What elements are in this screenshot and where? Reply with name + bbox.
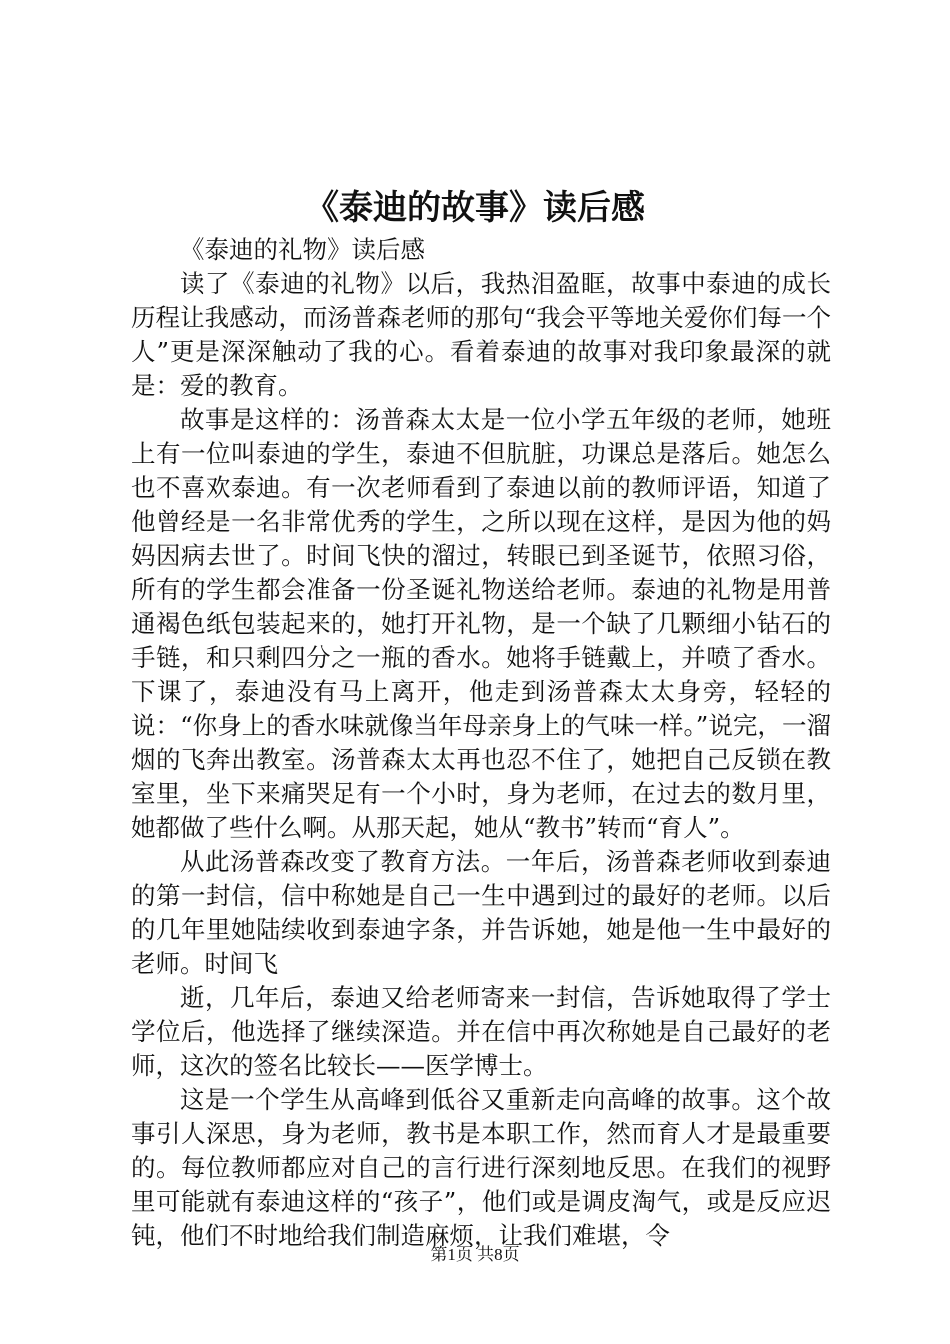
- paragraph: 逝，几年后，泰迪又给老师寄来一封信，告诉她取得了学士学位后，他选择了继续深造。并在信中再次称她是自己最好的老师，这次的签名比较长——医学博士。: [131, 983, 831, 1080]
- paragraph: 读了《泰迪的礼物》以后，我热泪盈眶，故事中泰迪的成长历程让我感动，而汤普森老师的那句“我会平等地关爱你们每一个人”更是深深触动了我的心。看着泰迪的故事对我印象最深的就是：爱的教育。: [131, 269, 831, 400]
- paragraph: 从此汤普森改变了教育方法。一年后，汤普森老师收到泰迪的第一封信，信中称她是自己一生中遇到过的最好的老师。以后的几年里她陆续收到泰迪字条，并告诉她，她是他一生中最好的老师。时间飞: [131, 847, 831, 978]
- document-title: 《泰迪的故事》读后感: [305, 188, 645, 228]
- paragraph: 这是一个学生从高峰到低谷又重新走向高峰的故事。这个故事引人深思，身为老师，教书是本职工作，然而育人才是最重要的。每位教师都应对自己的言行进行深刻地反思。在我们的视野里可能就有泰迪这样的“孩子”，他们或是调皮淘气，或是反应迟钝，他们不时地给我们制造麻烦，让我们难堪，令: [131, 1085, 831, 1250]
- document-body: [131, 233, 831, 1253]
- paragraph-subtitle: 《泰迪的礼物》读后感: [180, 235, 425, 264]
- page-footer: 第1页 共8页: [430, 1245, 520, 1264]
- paragraph: 故事是这样的：汤普森太太是一位小学五年级的老师，她班上有一位叫泰迪的学生，泰迪不但肮脏，功课总是落后。她怎么也不喜欢泰迪。有一次老师看到了泰迪以前的教师评语，知道了他曾经是一名非常优秀的学生，之所以现在这样，是因为他的妈妈因病去世了。时间飞快的溜过，转眼已到圣诞节，依照习俗，所有的学生都会准备一份圣诞礼物送给老师。泰迪的礼物是用普通褐色纸包装起来的，她打开礼物，是一个缺了几颗细小钻石的手链，和只剩四分之一瓶的香水。她将手链戴上，并喷了香水。下课了，泰迪没有马上离开，他走到汤普森太太身旁，轻轻的说：“你身上的香水味就像当年母亲身上的气味一样。”说完，一溜烟的飞奔出教室。汤普森太太再也忍不住了，她把自己反锁在教室里，坐下来痛哭足有一个小时，身为老师，在过去的数月里，她都做了些什么啊。从那天起，她从“教书”转而“育人”。: [131, 405, 831, 842]
